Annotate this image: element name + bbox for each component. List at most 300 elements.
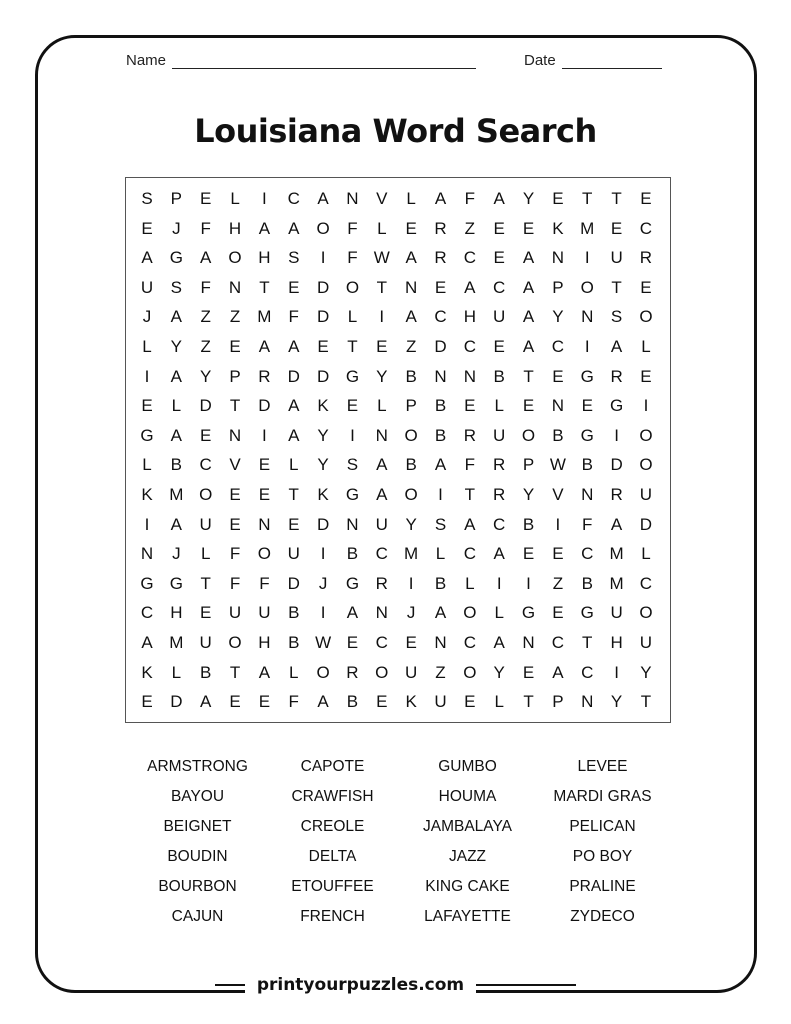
grid-letter[interactable]: I [496, 573, 502, 593]
grid-letter[interactable]: N [581, 485, 594, 504]
grid-letter[interactable]: S [610, 307, 623, 327]
grid-letter[interactable]: H [610, 633, 623, 652]
grid-letter[interactable]: U [375, 514, 388, 534]
grid-letter[interactable]: R [639, 248, 653, 268]
grid-letter[interactable]: H [228, 218, 242, 238]
grid-letter[interactable]: A [200, 692, 212, 712]
grid-letter[interactable]: F [229, 573, 241, 593]
grid-letter[interactable]: C [639, 218, 653, 238]
grid-letter[interactable]: B [434, 425, 447, 445]
grid-letter[interactable]: E [200, 603, 212, 623]
grid-letter[interactable]: B [552, 425, 564, 445]
grid-letter[interactable]: C [581, 662, 594, 682]
grid-letter[interactable]: C [493, 514, 506, 534]
grid-letter[interactable]: E [640, 189, 652, 208]
grid-letter[interactable]: A [493, 544, 505, 564]
grid-letter[interactable]: Y [552, 307, 564, 327]
grid-letter[interactable]: Y [170, 337, 183, 356]
grid-letter[interactable]: G [521, 603, 536, 623]
grid-letter[interactable]: N [375, 603, 388, 623]
grid-letter[interactable]: K [552, 218, 564, 238]
grid-letter[interactable]: Y [200, 366, 212, 386]
grid-letter[interactable]: C [199, 455, 212, 475]
grid-letter[interactable]: B [581, 573, 593, 593]
grid-letter[interactable]: M [609, 544, 624, 564]
grid-letter[interactable]: C [493, 277, 506, 297]
grid-letter[interactable]: G [140, 573, 154, 593]
grid-letter[interactable]: G [169, 573, 183, 593]
grid-letter[interactable]: A [522, 337, 535, 356]
grid-letter[interactable]: P [405, 396, 417, 416]
grid-letter[interactable]: O [639, 425, 653, 445]
grid-letter[interactable]: R [434, 218, 447, 238]
grid-letter[interactable]: N [522, 633, 535, 652]
grid-letter[interactable]: N [375, 425, 388, 445]
grid-letter[interactable]: A [258, 218, 271, 238]
grid-letter[interactable]: N [551, 396, 565, 416]
grid-letter[interactable]: U [199, 514, 212, 534]
grid-letter[interactable]: E [522, 662, 535, 682]
grid-letter[interactable]: Z [552, 573, 564, 593]
grid-letter[interactable]: E [464, 692, 476, 712]
grid-letter[interactable]: T [229, 396, 241, 416]
grid-letter[interactable]: B [170, 455, 183, 475]
grid-letter[interactable]: E [405, 218, 417, 238]
grid-letter[interactable]: I [438, 485, 443, 504]
grid-letter[interactable]: I [614, 662, 619, 682]
grid-letter[interactable]: E [581, 396, 593, 416]
grid-letter[interactable]: Y [493, 662, 505, 682]
grid-letter[interactable]: C [375, 633, 388, 652]
grid-letter[interactable]: E [522, 544, 535, 564]
grid-letter[interactable]: D [434, 337, 447, 356]
grid-letter[interactable]: Z [229, 307, 241, 327]
grid-letter[interactable]: L [465, 573, 475, 593]
grid-letter[interactable]: I [262, 425, 267, 445]
grid-letter[interactable]: E [493, 218, 505, 238]
grid-letter[interactable]: C [551, 633, 565, 652]
grid-letter[interactable]: T [523, 692, 534, 712]
grid-letter[interactable]: I [584, 337, 590, 356]
grid-letter[interactable]: A [288, 396, 300, 416]
grid-letter[interactable]: A [170, 366, 183, 386]
grid-letter[interactable]: K [141, 485, 153, 504]
grid-letter[interactable]: A [141, 248, 153, 268]
grid-letter[interactable]: O [404, 425, 418, 445]
grid-letter[interactable]: A [405, 307, 417, 327]
grid-letter[interactable]: I [555, 514, 561, 534]
grid-letter[interactable]: A [200, 248, 212, 268]
grid-letter[interactable]: N [405, 277, 418, 297]
grid-letter[interactable]: D [316, 514, 330, 534]
grid-letter[interactable]: E [552, 603, 564, 623]
grid-letter[interactable]: O [639, 603, 653, 623]
grid-letter[interactable]: G [169, 248, 183, 268]
grid-letter[interactable]: F [464, 189, 476, 208]
grid-letter[interactable]: R [434, 248, 447, 268]
grid-letter[interactable]: C [463, 544, 476, 564]
grid-letter[interactable]: F [200, 277, 211, 297]
grid-letter[interactable]: L [641, 337, 651, 356]
grid-letter[interactable]: B [434, 396, 447, 416]
grid-letter[interactable]: J [142, 307, 152, 327]
grid-letter[interactable]: U [405, 662, 418, 682]
grid-letter[interactable]: A [434, 603, 447, 623]
grid-letter[interactable]: V [229, 455, 241, 475]
grid-letter[interactable]: D [170, 692, 183, 712]
grid-letter[interactable]: T [611, 277, 622, 297]
grid-letter[interactable]: A [405, 248, 417, 268]
grid-letter[interactable]: L [494, 692, 504, 712]
grid-letter[interactable]: M [404, 544, 419, 564]
grid-letter[interactable]: A [464, 514, 476, 534]
grid-letter[interactable]: F [347, 248, 358, 268]
grid-letter[interactable]: I [350, 425, 355, 445]
grid-letter[interactable]: B [405, 455, 417, 475]
grid-letter[interactable]: E [258, 455, 271, 475]
grid-letter[interactable]: L [494, 603, 504, 623]
grid-letter[interactable]: Y [522, 189, 535, 208]
grid-letter[interactable]: U [258, 603, 271, 623]
grid-letter[interactable]: L [641, 544, 651, 564]
grid-letter[interactable]: R [463, 425, 476, 445]
grid-letter[interactable]: T [582, 633, 593, 652]
grid-letter[interactable]: L [171, 396, 182, 416]
grid-letter[interactable]: H [258, 633, 271, 652]
grid-letter[interactable]: V [552, 485, 564, 504]
grid-letter[interactable]: B [581, 455, 593, 475]
grid-letter[interactable]: S [141, 189, 153, 208]
grid-letter[interactable]: Y [522, 485, 535, 504]
grid-letter[interactable]: R [346, 662, 359, 682]
grid-letter[interactable]: F [200, 218, 211, 238]
grid-letter[interactable]: L [435, 544, 446, 564]
grid-letter[interactable]: O [580, 277, 594, 297]
grid-letter[interactable]: E [200, 425, 212, 445]
grid-letter[interactable]: K [317, 396, 329, 416]
grid-letter[interactable]: T [464, 485, 476, 504]
grid-letter[interactable]: B [522, 514, 535, 534]
grid-letter[interactable]: I [320, 544, 326, 564]
grid-letter[interactable]: E [376, 337, 388, 356]
grid-letter[interactable]: E [229, 514, 241, 534]
grid-letter[interactable]: C [375, 544, 388, 564]
grid-letter[interactable]: T [640, 692, 652, 712]
grid-letter[interactable]: P [522, 455, 535, 475]
grid-letter[interactable]: H [463, 307, 476, 327]
grid-letter[interactable]: C [463, 337, 476, 356]
grid-letter[interactable]: T [229, 662, 241, 682]
grid-letter[interactable]: B [288, 633, 300, 652]
grid-letter[interactable]: A [434, 189, 447, 208]
grid-letter[interactable]: A [610, 337, 623, 356]
grid-letter[interactable]: O [316, 662, 330, 682]
grid-letter[interactable]: E [200, 189, 212, 208]
grid-letter[interactable]: A [288, 218, 300, 238]
grid-letter[interactable]: T [288, 485, 299, 504]
grid-letter[interactable]: R [493, 485, 506, 504]
grid-letter[interactable]: L [200, 544, 211, 564]
grid-letter[interactable]: F [229, 544, 241, 564]
grid-letter[interactable]: D [316, 307, 330, 327]
grid-letter[interactable]: M [609, 573, 624, 593]
grid-letter[interactable]: A [522, 277, 535, 297]
grid-letter[interactable]: T [259, 277, 270, 297]
grid-letter[interactable]: E [522, 396, 535, 416]
grid-letter[interactable]: A [258, 662, 271, 682]
grid-letter[interactable]: W [549, 455, 566, 475]
grid-letter[interactable]: U [639, 633, 653, 652]
grid-letter[interactable]: U [434, 692, 447, 712]
grid-letter[interactable]: M [257, 307, 272, 327]
grid-letter[interactable]: U [610, 603, 623, 623]
grid-letter[interactable]: A [610, 514, 623, 534]
grid-letter[interactable]: G [609, 396, 624, 416]
grid-letter[interactable]: Z [200, 307, 211, 327]
grid-letter[interactable]: C [639, 573, 653, 593]
grid-letter[interactable]: L [494, 396, 504, 416]
grid-letter[interactable]: A [522, 307, 535, 327]
grid-letter[interactable]: U [199, 633, 212, 652]
grid-letter[interactable]: D [199, 396, 212, 416]
grid-letter[interactable]: A [493, 189, 505, 208]
grid-letter[interactable]: S [346, 455, 359, 475]
grid-letter[interactable]: E [258, 485, 271, 504]
grid-letter[interactable]: D [258, 396, 271, 416]
grid-letter[interactable]: I [643, 396, 649, 416]
grid-letter[interactable]: Y [376, 366, 388, 386]
grid-letter[interactable]: E [229, 692, 241, 712]
grid-letter[interactable]: A [346, 603, 359, 623]
grid-letter[interactable]: D [639, 514, 653, 534]
grid-letter[interactable]: L [230, 189, 240, 208]
grid-letter[interactable]: Z [435, 662, 446, 682]
grid-letter[interactable]: E [493, 337, 505, 356]
grid-letter[interactable]: Z [200, 337, 211, 356]
grid-letter[interactable]: E [640, 366, 652, 386]
grid-letter[interactable]: N [463, 366, 476, 386]
grid-letter[interactable]: O [463, 603, 477, 623]
grid-letter[interactable]: O [521, 425, 536, 445]
grid-letter[interactable]: O [375, 662, 389, 682]
grid-letter[interactable]: I [526, 573, 531, 593]
grid-letter[interactable]: O [257, 544, 271, 564]
grid-letter[interactable]: I [320, 603, 326, 623]
grid-letter[interactable]: N [346, 514, 359, 534]
grid-letter[interactable]: U [610, 248, 623, 268]
grid-letter[interactable]: J [172, 218, 181, 238]
grid-letter[interactable]: O [345, 277, 360, 297]
grid-letter[interactable]: P [552, 692, 564, 712]
grid-letter[interactable]: I [144, 514, 150, 534]
grid-letter[interactable]: T [376, 277, 387, 297]
grid-letter[interactable]: T [582, 189, 593, 208]
grid-letter[interactable]: N [434, 633, 447, 652]
grid-letter[interactable]: O [316, 218, 330, 238]
grid-letter[interactable]: J [406, 603, 416, 623]
grid-letter[interactable]: B [346, 692, 359, 712]
grid-letter[interactable]: E [640, 277, 652, 297]
grid-letter[interactable]: G [345, 366, 360, 386]
grid-letter[interactable]: R [375, 573, 388, 593]
grid-letter[interactable]: E [346, 633, 359, 652]
grid-letter[interactable]: I [584, 248, 590, 268]
grid-letter[interactable]: I [614, 425, 619, 445]
grid-letter[interactable]: I [408, 573, 414, 593]
grid-letter[interactable]: U [493, 425, 506, 445]
grid-letter[interactable]: O [228, 248, 242, 268]
grid-letter[interactable]: U [287, 544, 300, 564]
grid-letter[interactable]: E [317, 337, 329, 356]
grid-letter[interactable]: N [581, 692, 594, 712]
grid-letter[interactable]: K [317, 485, 329, 504]
grid-letter[interactable]: O [639, 455, 653, 475]
grid-letter[interactable]: A [522, 248, 535, 268]
grid-letter[interactable]: G [345, 573, 360, 593]
grid-letter[interactable]: D [316, 366, 330, 386]
grid-letter[interactable]: D [287, 573, 300, 593]
grid-letter[interactable]: M [169, 633, 184, 652]
grid-letter[interactable]: R [493, 455, 506, 475]
grid-letter[interactable]: E [552, 544, 564, 564]
grid-letter[interactable]: S [288, 248, 300, 268]
grid-letter[interactable]: J [172, 544, 181, 564]
grid-letter[interactable]: E [522, 218, 535, 238]
grid-letter[interactable]: A [288, 337, 300, 356]
grid-letter[interactable]: Z [464, 218, 476, 238]
grid-letter[interactable]: U [140, 277, 154, 297]
grid-letter[interactable]: C [287, 189, 300, 208]
grid-letter[interactable]: L [377, 396, 387, 416]
grid-letter[interactable]: F [464, 455, 476, 475]
grid-letter[interactable]: A [493, 633, 505, 652]
grid-letter[interactable]: W [315, 633, 332, 652]
grid-letter[interactable]: A [317, 692, 329, 712]
grid-letter[interactable]: P [170, 189, 183, 208]
grid-letter[interactable]: A [141, 633, 153, 652]
name-line[interactable] [172, 54, 476, 69]
grid-letter[interactable]: E [288, 514, 300, 534]
grid-letter[interactable]: T [200, 573, 211, 593]
grid-letter[interactable]: S [170, 277, 183, 297]
grid-letter[interactable]: A [434, 455, 447, 475]
grid-letter[interactable]: E [229, 337, 241, 356]
grid-letter[interactable]: E [434, 277, 447, 297]
grid-letter[interactable]: U [493, 307, 506, 327]
grid-letter[interactable]: Y [405, 514, 417, 534]
grid-letter[interactable]: A [170, 307, 183, 327]
grid-letter[interactable]: R [610, 485, 623, 504]
grid-letter[interactable]: N [140, 544, 154, 564]
grid-letter[interactable]: P [552, 277, 564, 297]
grid-letter[interactable]: C [463, 248, 476, 268]
grid-letter[interactable]: Y [610, 692, 623, 712]
grid-letter[interactable]: S [434, 514, 447, 534]
grid-letter[interactable]: M [169, 485, 184, 504]
grid-letter[interactable]: L [406, 189, 416, 208]
grid-letter[interactable]: E [405, 633, 417, 652]
grid-letter[interactable]: E [464, 396, 476, 416]
grid-letter[interactable]: C [463, 633, 476, 652]
grid-letter[interactable]: B [346, 544, 359, 564]
grid-letter[interactable]: I [320, 248, 326, 268]
grid-letter[interactable]: K [405, 692, 417, 712]
grid-letter[interactable]: B [288, 603, 300, 623]
grid-letter[interactable]: G [345, 485, 360, 504]
grid-letter[interactable]: C [581, 544, 594, 564]
grid-letter[interactable]: A [170, 425, 183, 445]
date-field[interactable] [524, 52, 662, 69]
grid-letter[interactable]: B [405, 366, 417, 386]
grid-letter[interactable]: E [141, 396, 153, 416]
grid-letter[interactable]: E [288, 277, 300, 297]
grid-letter[interactable]: A [170, 514, 183, 534]
grid-letter[interactable]: C [140, 603, 154, 623]
grid-letter[interactable]: O [463, 662, 477, 682]
grid-letter[interactable]: H [258, 248, 271, 268]
grid-letter[interactable]: E [552, 189, 564, 208]
grid-letter[interactable]: F [582, 514, 593, 534]
grid-letter[interactable]: A [317, 189, 329, 208]
grid-letter[interactable]: W [373, 248, 390, 268]
grid-letter[interactable]: G [140, 425, 154, 445]
grid-letter[interactable]: F [259, 573, 270, 593]
grid-letter[interactable]: F [288, 692, 299, 712]
grid-letter[interactable]: U [228, 603, 242, 623]
grid-letter[interactable]: N [434, 366, 447, 386]
grid-letter[interactable]: T [347, 337, 358, 356]
grid-letter[interactable]: A [464, 277, 476, 297]
grid-letter[interactable]: G [580, 425, 594, 445]
grid-letter[interactable]: L [171, 662, 182, 682]
grid-letter[interactable]: E [493, 248, 505, 268]
grid-letter[interactable]: E [610, 218, 623, 238]
grid-letter[interactable]: T [523, 366, 534, 386]
grid-letter[interactable]: D [610, 455, 623, 475]
grid-letter[interactable]: A [376, 485, 388, 504]
grid-letter[interactable]: E [346, 396, 359, 416]
grid-letter[interactable]: N [581, 307, 594, 327]
grid-letter[interactable]: N [258, 514, 271, 534]
grid-letter[interactable]: C [551, 337, 565, 356]
grid-letter[interactable]: I [262, 189, 267, 208]
grid-letter[interactable]: E [552, 366, 564, 386]
grid-letter[interactable]: R [610, 366, 623, 386]
grid-letter[interactable]: E [141, 218, 153, 238]
grid-letter[interactable]: L [142, 455, 152, 475]
grid-letter[interactable]: N [551, 248, 565, 268]
grid-letter[interactable]: F [347, 218, 358, 238]
grid-letter[interactable]: E [258, 692, 271, 712]
grid-letter[interactable]: V [376, 189, 388, 208]
grid-letter[interactable]: M [580, 218, 595, 238]
grid-letter[interactable]: N [346, 189, 359, 208]
date-line[interactable] [562, 54, 662, 69]
grid-letter[interactable]: O [404, 485, 418, 504]
grid-letter[interactable]: D [316, 277, 330, 297]
grid-letter[interactable]: N [228, 425, 242, 445]
grid-letter[interactable]: Z [405, 337, 417, 356]
grid-letter[interactable]: K [141, 662, 153, 682]
grid-letter[interactable]: O [639, 307, 653, 327]
grid-letter[interactable]: Y [317, 455, 329, 475]
grid-letter[interactable]: P [229, 366, 241, 386]
grid-letter[interactable]: L [347, 307, 358, 327]
grid-letter[interactable]: H [170, 603, 183, 623]
grid-letter[interactable]: A [376, 455, 388, 475]
grid-letter[interactable]: T [611, 189, 622, 208]
grid-letter[interactable]: L [377, 218, 387, 238]
